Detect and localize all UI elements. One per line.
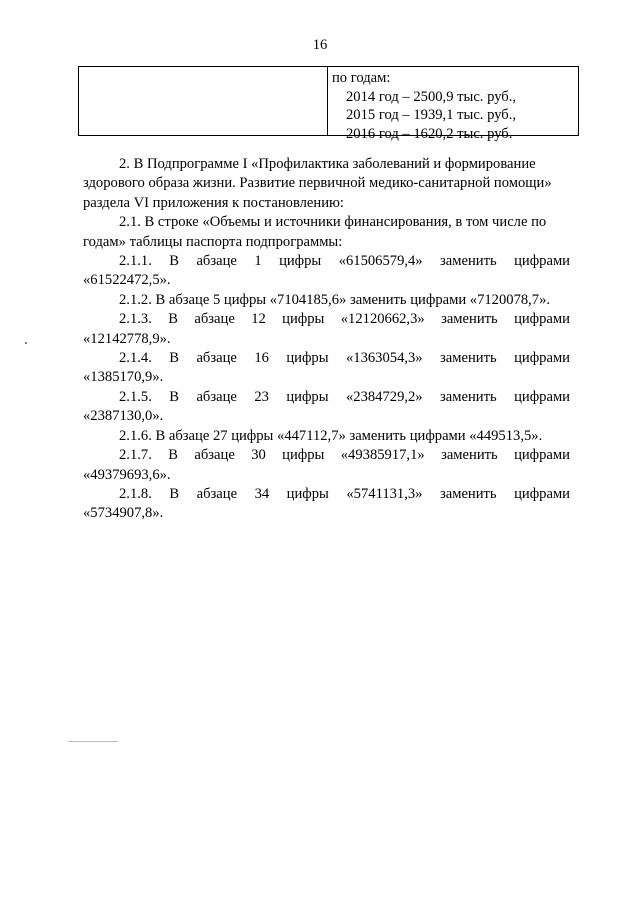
- amendment-word: цифры: [282, 447, 325, 464]
- amendment-item-line: [83, 252, 570, 271]
- amendment-item: [83, 349, 570, 388]
- amendment-word: «61506579,4»: [338, 253, 423, 270]
- amendment-item-tail: «1385170,9».: [83, 369, 164, 386]
- amendment-word: заменить: [439, 485, 497, 502]
- amendment-item-tail: «5734907,8».: [83, 505, 164, 522]
- amendment-word: цифрами: [514, 447, 570, 464]
- paragraph-2-1-line: 2.1. В строке «Объемы и источники финансирования, в том числе по: [119, 214, 547, 231]
- amendment-word: цифры: [286, 485, 329, 502]
- amendment-word: цифры: [286, 388, 329, 405]
- amendment-item: [83, 310, 570, 349]
- amendment-word: 1: [254, 253, 262, 270]
- amendment-item-line: [83, 310, 570, 329]
- amendment-word: В: [169, 253, 180, 270]
- amendment-word: заменить: [440, 350, 497, 367]
- amendment-item-line: [83, 485, 570, 504]
- amendment-word: В: [169, 350, 180, 367]
- amendment-item-line: [83, 388, 570, 407]
- amendment-list: [83, 252, 570, 524]
- table-cell-years: [332, 69, 574, 143]
- section-2-intro-line: 2. В Подпрограмме I «Профилактика заболеваний и формирование: [119, 156, 536, 172]
- amendment-word: В: [169, 485, 180, 502]
- amendment-item: [83, 485, 570, 524]
- table-column-divider: [327, 67, 328, 135]
- amendment-word: В: [169, 388, 180, 405]
- amendment-word: 16: [254, 350, 269, 367]
- amendment-word: 2.1.5.: [119, 388, 152, 405]
- table-row: 2014 год – 2500,9 тыс. руб.,: [346, 88, 517, 105]
- paragraph-2-1: [83, 213, 570, 252]
- amendment-word: 2.1.8.: [119, 485, 152, 502]
- amendment-word: 12: [251, 311, 266, 328]
- amendment-word: абзаце: [196, 388, 237, 405]
- paragraph-2-1-line: годам» таблицы паспорта подпрограммы:: [83, 233, 343, 250]
- amendment-word: цифры: [286, 350, 329, 367]
- amendment-word: «2384729,2»: [345, 388, 423, 405]
- amendment-item: [83, 388, 570, 427]
- amendment-word: заменить: [441, 447, 498, 464]
- amendment-word: цифрами: [514, 311, 570, 328]
- amendment-item-tail: «61522472,5».: [83, 272, 171, 289]
- amendment-item-tail: «49379693,6».: [83, 466, 171, 483]
- amendment-word: 2.1.3.: [119, 311, 152, 328]
- amendment-word: абзаце: [196, 485, 238, 502]
- amendment-word: цифрами: [514, 388, 570, 405]
- financing-table: [78, 66, 579, 142]
- amendment-word: «1363054,3»: [345, 350, 423, 367]
- document-body: [83, 155, 570, 524]
- amendment-word: «5741131,3»: [346, 485, 423, 502]
- amendment-word: 34: [254, 485, 270, 502]
- amendment-word: заменить: [440, 388, 497, 405]
- amendment-word: абзаце: [196, 253, 237, 270]
- amendment-item: [83, 252, 570, 291]
- amendment-item-line: [83, 349, 570, 368]
- section-2-intro-line: раздела VI приложения к постановлению:: [83, 194, 344, 211]
- amendment-word: 23: [254, 388, 269, 405]
- amendment-item: 2.1.2. В абзаце 5 цифры «7104185,6» заменить цифрами «7120078,7».: [119, 291, 551, 308]
- amendment-item: [83, 446, 570, 485]
- amendment-word: 2.1.1.: [119, 253, 152, 270]
- amendment-item: 2.1.6. В абзаце 27 цифры «447112,7» заменить цифрами «449513,5».: [119, 427, 543, 444]
- amendment-word: 2.1.7.: [119, 447, 152, 464]
- amendment-word: цифрами: [514, 485, 570, 502]
- amendment-word: цифры: [279, 253, 322, 270]
- amendment-word: 2.1.4.: [119, 350, 152, 367]
- amendment-item-tail: «12142778,9».: [83, 330, 171, 347]
- page-number: 16: [312, 37, 328, 53]
- amendment-word: «49385917,1»: [340, 447, 425, 464]
- amendment-item-line: [83, 446, 570, 465]
- scan-speck: [25, 342, 27, 344]
- amendment-word: 30: [251, 447, 266, 464]
- table-row: 2016 год – 1620,2 тыс. руб.: [346, 125, 513, 142]
- amendment-word: цифрами: [514, 253, 570, 270]
- amendment-word: В: [168, 311, 178, 328]
- amendment-item-tail: «2387130,0».: [83, 408, 164, 425]
- table-cell-header: по годам:: [332, 70, 391, 86]
- section-2-intro: [83, 155, 570, 213]
- amendment-word: абзаце: [194, 447, 235, 464]
- amendment-word: цифрами: [514, 350, 570, 367]
- amendment-word: абзаце: [194, 311, 235, 328]
- section-2-intro-line: здорового образа жизни. Развитие первичной медико-санитарной помощи»: [83, 175, 552, 192]
- amendment-word: В: [168, 447, 178, 464]
- amendment-word: цифры: [282, 311, 325, 328]
- amendment-word: заменить: [440, 253, 497, 270]
- amendment-word: «12120662,3»: [340, 311, 425, 328]
- table-row: 2015 год – 1939,1 тыс. руб.,: [346, 107, 517, 123]
- amendment-word: заменить: [441, 311, 498, 328]
- amendment-word: абзаце: [196, 350, 237, 367]
- scan-speck: [68, 741, 118, 742]
